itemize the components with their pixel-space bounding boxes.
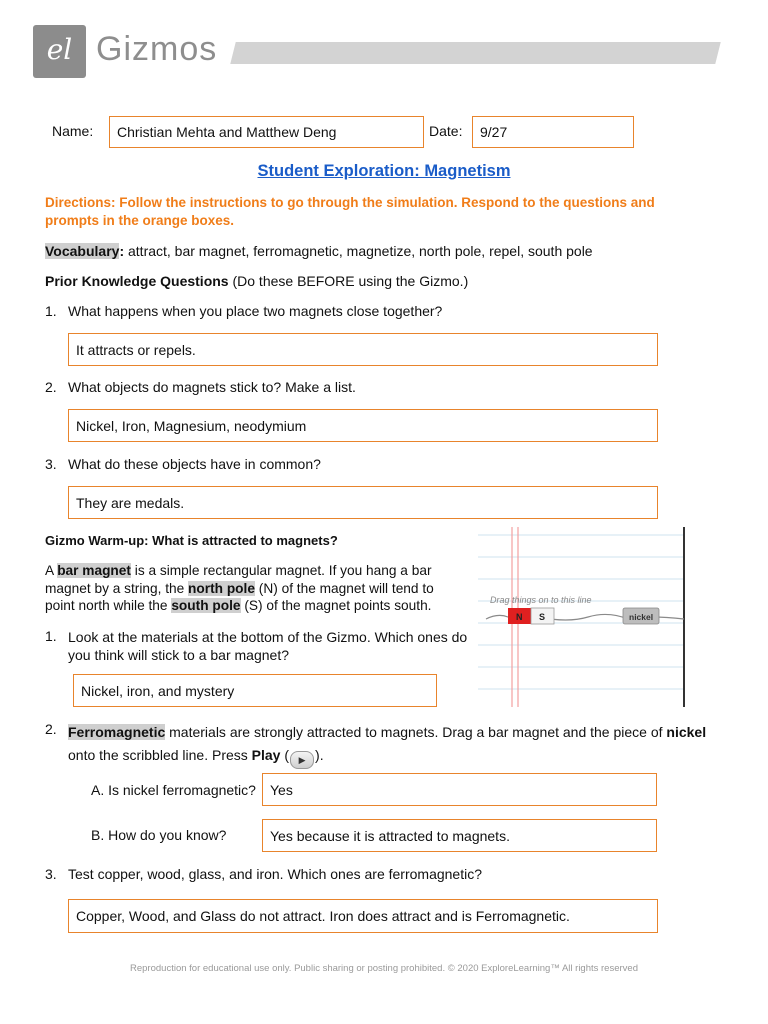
simulation-graphic [478, 527, 686, 707]
warmup-q3-number: 3. [45, 866, 57, 882]
answer-a-field[interactable]: Yes [262, 773, 657, 806]
directions-text: Directions: Follow the instructions to go through the simulation. Respond to the questions and prompts in the orange boxes. [45, 195, 655, 228]
question-b-label: B. How do you know? [91, 827, 227, 843]
warmup-text: (S) of the magnet points south. [240, 598, 432, 613]
gizmos-wordmark: Gizmos [96, 30, 218, 68]
q2-text: ). [315, 747, 324, 763]
vocabulary-line [45, 243, 593, 259]
warmup-answer-1-field[interactable]: Nickel, iron, and mystery [73, 674, 437, 707]
answer-1-field[interactable]: It attracts or repels. [68, 333, 658, 366]
answer-3-field[interactable]: They are medals. [68, 486, 658, 519]
q2-text: materials are strongly attracted to magnets. Drag a bar magnet and the piece of [165, 724, 667, 740]
drag-hint-text: Drag things on to this line [490, 595, 592, 605]
vocabulary-terms: attract, bar magnet, ferromagnetic, magnetize, north pole, repel, south pole [124, 243, 593, 259]
header-banner [230, 42, 720, 64]
logo-mark: el [46, 33, 73, 66]
magnet-north-label: N [516, 612, 523, 622]
q2-text: ( [280, 747, 290, 763]
vocabulary-label: Vocabulary [45, 243, 120, 259]
date-field[interactable]: 9/27 [472, 116, 634, 148]
question-3-text: What do these objects have in common? [68, 456, 321, 472]
name-label: Name: [52, 123, 94, 139]
term-nickel: nickel [666, 724, 707, 740]
warmup-q3-text: Test copper, wood, glass, and iron. Which ones are ferromagnetic? [68, 866, 482, 882]
question-1-number: 1. [45, 303, 57, 319]
warmup-q2-text [68, 721, 718, 769]
magnet-south-label: S [539, 612, 546, 622]
vocabulary-colon: : [119, 243, 125, 259]
warmup-q2-number: 2. [45, 721, 57, 737]
question-a-label: A. Is nickel ferromagnetic? [91, 782, 256, 798]
prior-knowledge-title: Prior Knowledge Questions [45, 273, 229, 289]
warmup-text: is a simple rectangular magnet. If you hang a bar magnet by a string, the [45, 563, 432, 596]
gizmo-simulation-image [478, 527, 686, 707]
warmup-q1-number: 1. [45, 628, 57, 644]
prior-knowledge-heading [45, 273, 468, 289]
term-play: Play [251, 747, 281, 763]
question-2-number: 2. [45, 379, 57, 395]
term-ferromagnetic: Ferromagnetic [68, 724, 166, 740]
footer-copyright: Reproduction for educational use only. Public sharing or posting prohibited. © 2020 ExploreLearning™ All rights reserved [130, 963, 638, 974]
name-field[interactable]: Christian Mehta and Matthew Deng [109, 116, 424, 148]
term-south-pole: south pole [171, 598, 241, 613]
nickel-label: nickel [629, 612, 654, 622]
warmup-q1-text: Look at the materials at the bottom of the Gizmo. Which ones do you think will stick to a bar magnet? [68, 629, 468, 663]
question-1-text: What happens when you place two magnets close together? [68, 303, 443, 319]
explorelearning-logo [33, 25, 86, 78]
term-bar-magnet: bar magnet [57, 563, 131, 578]
page-title: Student Exploration: Magnetism [257, 162, 511, 180]
play-icon: ▶ [290, 751, 314, 769]
prior-knowledge-note: (Do these BEFORE using the Gizmo.) [228, 273, 469, 289]
nickel-piece[interactable] [623, 608, 659, 624]
answer-b-field[interactable]: Yes because it is attracted to magnets. [262, 819, 657, 852]
warmup-answer-3-field[interactable]: Copper, Wood, and Glass do not attract. Iron does attract and is Ferromagnetic. [68, 899, 658, 933]
warmup-paragraph [45, 562, 455, 615]
date-label: Date: [429, 123, 463, 139]
warmup-heading: Gizmo Warm-up: What is attracted to magnets? [45, 533, 338, 548]
warmup-text: A [45, 563, 58, 578]
warmup-text: (N) of the magnet will tend to point north while the [45, 580, 434, 613]
term-north-pole: north pole [188, 580, 255, 596]
bar-magnet[interactable] [508, 608, 554, 624]
question-2-text: What objects do magnets stick to? Make a list. [68, 379, 356, 395]
answer-2-field[interactable]: Nickel, Iron, Magnesium, neodymium [68, 409, 658, 442]
q2-text: onto the scribbled line. Press [68, 747, 252, 763]
question-3-number: 3. [45, 456, 57, 472]
